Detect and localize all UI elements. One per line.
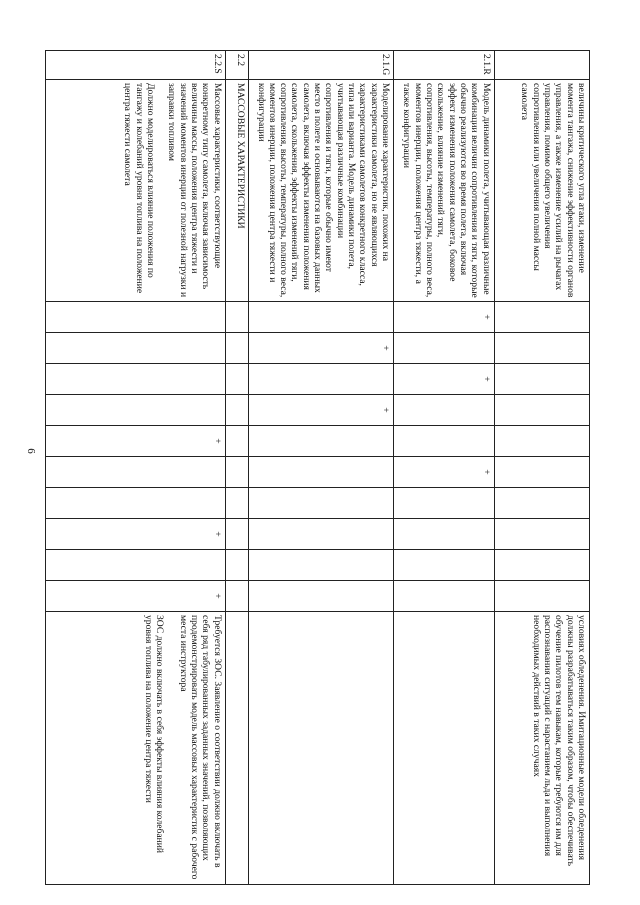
mark-cell: + [46,581,226,612]
mark-cell [225,581,249,612]
mark-cell [393,581,494,612]
mark-cell: + [393,457,494,488]
mark-cell [225,550,249,581]
mark-cell [494,457,589,488]
row-requirement: условиях обледенения. Имитационные модели обледенения должны разрабатываться таким образом, чтобы обеспечивать обучение пилотов тем навыкам, которые требуются им для распознавания ситуаций с нарастанием льда и выполнения необходимых действий в таких случаях [494,612,589,885]
row-code: 2.1.R [393,51,494,80]
mark-cell: + [393,302,494,333]
mark-cell [249,488,394,519]
row-description: величины критического угла атаки, изменение момента тангажа, снижение эффективности органов управления, а также изменение усилий на рычагах управления, помимо общего увеличения сопротивления или увеличения полной массы самолета [494,80,589,302]
mark-cell: + [46,426,226,457]
mark-cell [225,457,249,488]
mark-cell [249,426,394,457]
row-requirement [249,612,394,885]
mark-cell [249,581,394,612]
mark-cell [494,364,589,395]
row-description: Модель динамики полета, учитывающая различные комбинации величин сопротивления и тяги, которые обычно реализуются во время полета, включая эффект изменения положения самолета, боковое скольжение, влияние изменений тяги, сопротивления, высоты, температуры, полного веса, моментов инерции, положения центра тяжести, а также конфигурации [393,80,494,302]
mark-cell [393,488,494,519]
mark-cell [225,519,249,550]
table-row [46,51,226,885]
row-requirement [46,612,226,885]
mark-cell [249,550,394,581]
table-row [225,51,249,885]
requirement-paragraph: Требуется ЗОС. Заявление о соответствии должно включать в себя ряд табулированных заданных значений, позволяющих продемонстрировать модель массовых характеристик с рабочего места инструктора [177,615,223,880]
mark-cell [249,364,394,395]
mark-cell [393,550,494,581]
row-code: 2.1.G [249,51,394,80]
mark-cell [494,333,589,364]
description-paragraph: Должно моделироваться влияние положения по тангажу и колебаний уровня топлива на положение центра тяжести самолета [122,83,157,294]
row-code: 2.2 [225,51,249,80]
rotated-table-container [45,50,590,885]
row-code: 2.2.S [46,51,226,80]
mark-cell [494,302,589,333]
mark-cell [494,426,589,457]
mark-cell [46,457,226,488]
mark-cell [46,488,226,519]
mark-cell [225,426,249,457]
mark-cell [393,426,494,457]
mark-cell [225,333,249,364]
mark-cell [393,395,494,426]
mark-cell [225,395,249,426]
mark-cell [393,519,494,550]
requirements-table [45,50,590,885]
mark-cell [249,302,394,333]
row-description: Моделирование характеристик, похожих на характеристики самолета, но не являющихся характеристиками самолетов конкретного класса, типа или варианта. Модель динамики полета, учитывающая различные комбинации сопротивления и тяги, которые обычно имеют место в полете и основываются на базовых данных самолета, включая эффекты изменения положения самолета, скольжения, эффекты изменений тяги, сопротивления, высоты, температуры, полного веса, моментов инерции, положения центра тяжести и конфигурации [249,80,394,302]
mark-cell: + [249,395,394,426]
mark-cell [494,395,589,426]
mark-cell [225,364,249,395]
mark-cell [494,581,589,612]
requirement-paragraph: ЗОС должно включать в себя эффекты влияния колебаний уровня топлива на положение центра тяжести [143,615,166,854]
mark-cell [249,457,394,488]
mark-cell: + [46,519,226,550]
mark-cell: + [393,364,494,395]
table-row [393,51,494,885]
mark-cell [225,488,249,519]
table-row [494,51,589,885]
row-requirement [225,612,249,885]
description-paragraph: Массовые характеристики, соответствующие конкретному типу самолета, включая зависимость величины массы, положения центра тяжести и значений моментов инерции от полезной нагрузки и заправки топливом [166,83,223,298]
table-row [249,51,394,885]
mark-cell [46,302,226,333]
page-number: 6 [25,448,37,454]
mark-cell [494,519,589,550]
mark-cell [46,550,226,581]
mark-cell [494,488,589,519]
mark-cell [46,333,226,364]
mark-cell [393,333,494,364]
mark-cell [494,550,589,581]
mark-cell [46,364,226,395]
section-heading: МАССОВЫЕ ХАРАКТЕРИСТИКИ [225,80,249,302]
mark-cell [225,302,249,333]
row-description [46,80,226,302]
mark-cell [249,519,394,550]
mark-cell [46,395,226,426]
mark-cell: + [249,333,394,364]
row-requirement [393,612,494,885]
row-code [494,51,589,80]
